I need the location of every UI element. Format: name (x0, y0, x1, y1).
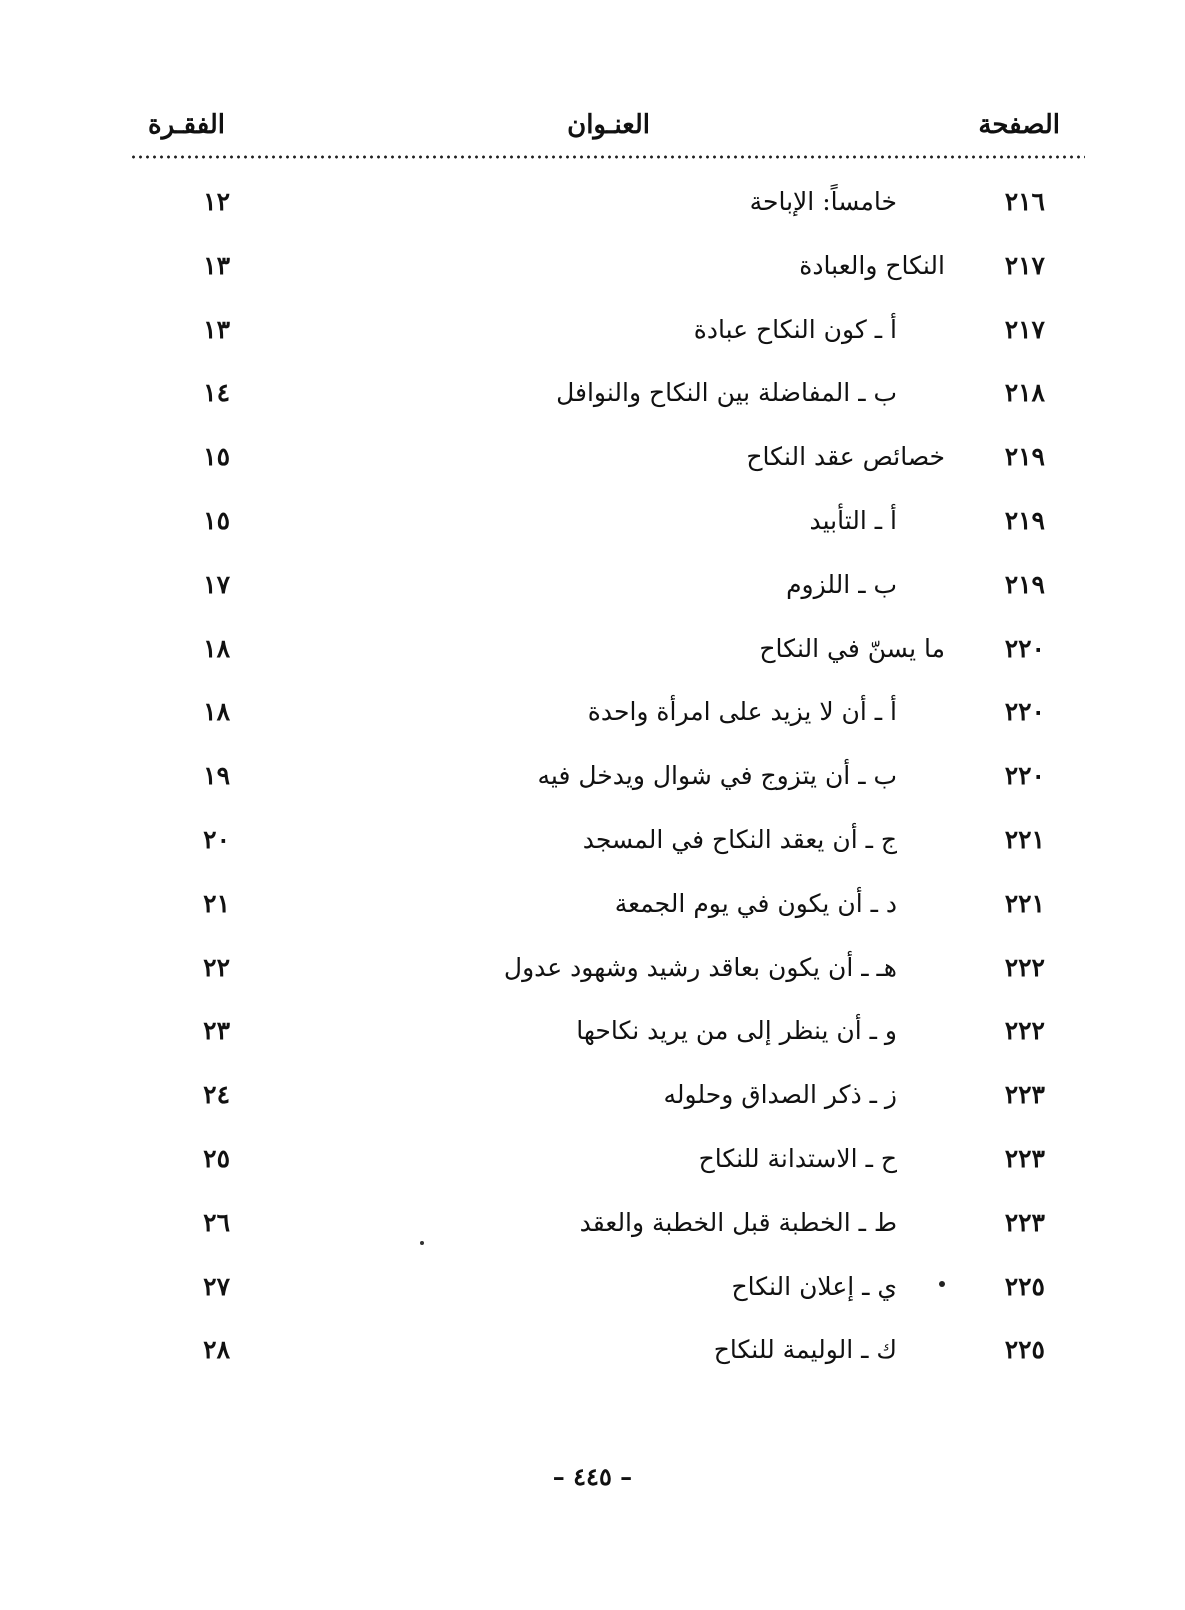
row-paragraph-number: ١٨ (203, 633, 230, 663)
row-paragraph-number: ٢٥ (203, 1143, 230, 1173)
toc-row (0, 880, 1185, 944)
toc-row (0, 1135, 1185, 1199)
row-paragraph-number: ٢٦ (203, 1207, 230, 1237)
header-paragraph-label: الفقـرة (147, 110, 225, 140)
row-page-number: ٢١٧ (1004, 314, 1045, 344)
toc-row (0, 816, 1185, 880)
row-paragraph-number: ١٢ (203, 187, 230, 216)
row-page-number: ٢١٩ (1004, 505, 1045, 535)
row-paragraph-number: ٢٤ (203, 1080, 230, 1110)
print-speck (420, 1241, 424, 1245)
row-title: ط ـ الخطبة قبل الخطبة والعقد (579, 1207, 897, 1237)
row-paragraph-number: ١٨ (203, 697, 230, 727)
row-page-number: ٢٢٢ (1004, 952, 1045, 982)
row-title: أ ـ أن لا يزيد على امرأة واحدة (587, 697, 897, 727)
row-title: ي ـ إعلان النكاح (731, 1271, 897, 1301)
row-title: ز ـ ذكر الصداق وحلوله (663, 1080, 897, 1110)
row-paragraph-number: ١٤ (203, 378, 230, 408)
row-paragraph-number: ١٩ (203, 761, 230, 791)
toc-row (0, 306, 1185, 370)
bullet-dot (939, 1281, 945, 1287)
row-page-number: ٢١٩ (1004, 442, 1045, 472)
row-title: ج ـ أن يعقد النكاح في المسجد (582, 824, 897, 854)
row-title: ح ـ الاستدانة للنكاح (698, 1143, 897, 1173)
toc-row (0, 433, 1185, 497)
toc-row (0, 242, 1185, 306)
toc-row (0, 1263, 1185, 1327)
row-page-number: ٢١٧ (1004, 250, 1045, 280)
toc-row (0, 1007, 1185, 1071)
row-title: و ـ أن ينظر إلى من يريد نكاحها (576, 1016, 897, 1046)
row-title: ب ـ أن يتزوج في شوال ويدخل فيه (537, 761, 897, 791)
row-title: ما يسنّ في النكاح (759, 633, 945, 663)
row-title: ك ـ الوليمة للنكاح (713, 1335, 897, 1365)
row-page-number: ٢١٩ (1004, 569, 1045, 599)
toc-rows (0, 178, 1185, 1390)
row-page-number: ٢٢٥ (1004, 1271, 1045, 1301)
row-title: أ ـ كون النكاح عبادة (693, 314, 897, 344)
row-page-number: ٢٢٣ (1004, 1143, 1045, 1173)
row-title: النكاح والعبادة (799, 250, 945, 280)
row-paragraph-number: ٢٧ (203, 1271, 230, 1301)
row-page-number: ٢١٦ (1004, 187, 1045, 216)
toc-row (0, 369, 1185, 433)
row-paragraph-number: ١٥ (203, 505, 230, 535)
row-page-number: ٢٢٢ (1004, 1016, 1045, 1046)
toc-row (0, 497, 1185, 561)
row-paragraph-number: ٢٨ (203, 1335, 230, 1365)
row-paragraph-number: ٢١ (203, 888, 230, 918)
row-page-number: ٢٢٠ (1004, 761, 1045, 791)
header-title-label: العنـوان (567, 110, 650, 140)
row-paragraph-number: ٢٣ (203, 1016, 230, 1046)
toc-row (0, 1326, 1185, 1390)
row-title: ب ـ اللزوم (786, 569, 897, 599)
row-title: خصائص عقد النكاح (746, 442, 945, 472)
row-page-number: ٢٢١ (1004, 888, 1045, 918)
row-paragraph-number: ١٧ (203, 569, 230, 599)
row-title: د ـ أن يكون في يوم الجمعة (614, 888, 897, 918)
header-page-label: الصفحة (978, 110, 1060, 140)
row-page-number: ٢٢٠ (1004, 697, 1045, 727)
toc-row (0, 752, 1185, 816)
row-paragraph-number: ١٣ (203, 314, 230, 344)
row-paragraph-number: ٢٠ (203, 824, 230, 854)
toc-row (0, 944, 1185, 1008)
row-title: أ ـ التأبيد (809, 505, 897, 535)
toc-row (0, 1199, 1185, 1263)
row-page-number: ٢٢٠ (1004, 633, 1045, 663)
row-page-number: ٢٢٥ (1004, 1335, 1045, 1365)
toc-row (0, 561, 1185, 625)
toc-row (0, 178, 1185, 242)
row-title: خامساً: الإباحة (749, 187, 897, 216)
row-paragraph-number: ١٣ (203, 250, 230, 280)
toc-row (0, 1071, 1185, 1135)
dotted-divider (130, 150, 1085, 164)
row-paragraph-number: ٢٢ (203, 952, 230, 982)
row-title: ب ـ المفاضلة بين النكاح والنوافل (556, 378, 897, 408)
row-page-number: ٢٢١ (1004, 824, 1045, 854)
toc-row (0, 625, 1185, 689)
row-page-number: ٢٢٣ (1004, 1080, 1045, 1110)
row-page-number: ٢١٨ (1004, 378, 1045, 408)
toc-row (0, 688, 1185, 752)
page-number-footer: – ٤٤٥ – (552, 1462, 633, 1491)
row-page-number: ٢٢٣ (1004, 1207, 1045, 1237)
row-title: هـ ـ أن يكون بعاقد رشيد وشهود عدول (503, 952, 897, 982)
row-paragraph-number: ١٥ (203, 442, 230, 472)
